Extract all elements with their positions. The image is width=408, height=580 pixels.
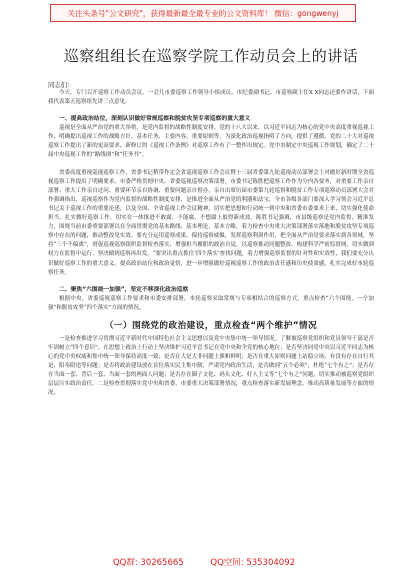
section2-paragraph-2: 一是检查推进学习贯彻习近平新时代中国特色社会主义思想以及党中央集中统一领导情况。了解被巡察党组织和党员领导干部是否牢固树立“四个意识”，在思想上政治上行动上坚决维护习近平总书记在党中央和全党的核心地位；是否坚决同党中央以习近平同志为核心的党中央权威和集中统一领导保持高度一致；是否在大是大非问题上旗帜鲜明；是否在重大原则问题上站稳立场，有没有存在自行其是、阳奉阴违等问题；是否将政治建设放在首位落实民主集中制，严肃党内政治生活；是否做到“五个必须”，杜绝“七个有之”；是否存在当面一套、背后一套、当面一套的两面人问题；是否存在圈子文化、码头文化、好人主义等“七个有之”问题，切实推动被巡察党组织层层压实政治责任。二是检查贯彻落实党中央和省委、市委重大决策部署情况，重点检查落实新发展理念，推动高质量发展等方面的情况。 [48,335,374,397]
section2-paragraph-1: 根据中央、省委巡视巡察工作要求和市委安排部署，本轮巡察采取常规与专项相结合的巡察方式，重点检查“六个围绕、一个加强”和脱贫攻坚“四个落实”方面的情况。 [48,295,374,311]
document-title: 巡察组组长在巡察学院工作动员会上的讲话 [63,47,359,65]
banner-text: 关注头条号"公文研究"，获得最新最全最专业的公文资料库！ 微信：gongwenyj [67,8,339,18]
qq-space: QQ空间: 535304092 [210,558,296,568]
section1-paragraph-2: 省委高度重视巡视巡察工作，省委书记稍带作定会省巡视巡察工作会议暨十三届省委第九轮巡视动员部署会上对做好新时期全省巡视巡察工作提出了明确要求。市委严格贯彻中央、省委巡视巡察决策部署，市委书记陈胜把巡察工作作为分内各要务，对重要工作亲自部署、重大工作亲自过问、重要环节亲自协调、重要问题亲自督办，亲自出席历届市委第九轮巡察和脱贫工作专项巡察动员部署大会并作强调指出，巡视巡察作为党内监督的战略性制度安排，是推进全面从严治党的利器和法宝，全市各级各部门要深入学习领会习近平总书记关于巡视工作的重要论述，以及全国、全省巡视工作会议精神，切实把思想和行动统一到中央和省委市委要求上来，切实强化使命担当，扎实做好巡察工作，切实在一体推进不敢腐、不能腐、不想腐上取得新成效。陈胜书记强调，市县级巡察是党内监督，精准发力，围绕当前市委重要部署以在全面贯彻党的基本路线、基本理论、基本方略，着力检查中央重大决策部署落实落地和脱贫攻坚专项巡察中存在的问题，推动整改见实效。要充分运用巡察成果，保持巡察威慑，发挥巡察利剑作用，把全面从严治党要求落实到各领域，坚持“三个不偏离”，督促巡视巡察组织监督检查落实，增强担当履职的政治自觉，以巡察推动问题整改、构建科学严密监督网，切实做到权力在监督中运行、坚决做到巡察再出发。“要突出重点抓住‘四个落实’查找问题，着力增强巡察监督的针对性和实效性，我们要充分认识做好巡察工作的重大意义，提高政治站位和政治觉悟，进一步增强做好巡视巡察工作的政治责任感和历史使命感，扎实完成好本轮巡察任务。 [48,169,374,276]
document-page [48,30,374,399]
top-banner [50,4,356,22]
greeting: 同志们： [48,81,74,89]
section-heading-2: 二、聚焦“六围绕一加强”，坚定不移深化政治巡察 [59,286,189,293]
opening-paragraph: 今天，专门召开巡察工作动员会议。一会儿市委巡察工作领导小组成员、市纪委副书记、市巡察副主任X X同志还要作讲话，下面我代表第五巡察组先讲三点意见。 [48,90,374,106]
qq-group: QQ群: 30265665 [112,558,184,568]
section1-paragraph-1: 巡视是全面从严治党的重大举措，是党内监督的战略性制度安排。党的十八大以来，以习近平同志为核心的党中央高度重视巡视工作，明确提出巡视工作的战略方针、基本任务、主要内容、重要原则等，为深化政治巡视指明了方向，提供了遵循。党的二十大对巡视巡察工作提出了新的更高要求，新修订的《巡视工作条例》对巡察工作有了一整作出规定。党中央制定中央巡视工作规划，确定了二十届中央巡视工作的“路线图”和“任务书”。 [48,125,374,159]
section-heading-1: 一、提高政治站位，深刻认识做好常规巡察和脱贫攻坚专项巡察的重大意义 [59,116,251,123]
subsection-heading: （一）围绕党的政治建设，重点检查“两个维护”情况 [104,320,318,331]
contact-footer [0,556,408,572]
